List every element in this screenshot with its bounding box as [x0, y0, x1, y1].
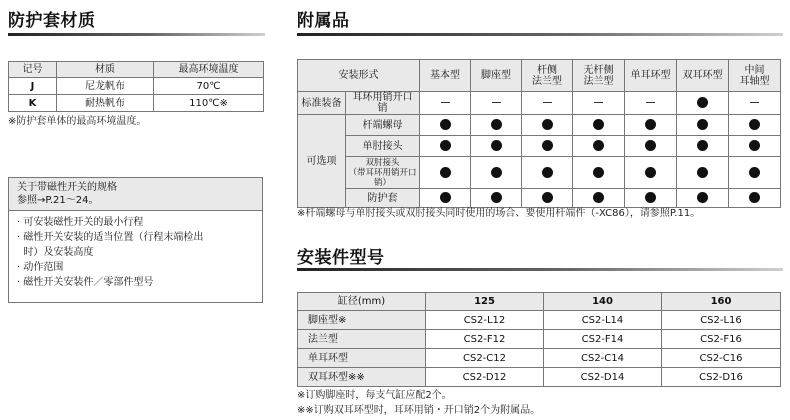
accessory-mark-cell — [522, 136, 573, 157]
accessory-mark-cell — [573, 115, 625, 136]
accessory-mark-cell — [677, 92, 729, 115]
included-dot-icon — [749, 119, 760, 130]
model-code: CS2-L12 — [426, 311, 544, 330]
included-dot-icon — [491, 140, 502, 151]
included-dot-icon — [645, 192, 656, 203]
included-dot-icon — [542, 167, 553, 178]
info-box-header — [9, 178, 262, 211]
mount-type-header: 杆侧 法兰型 — [522, 60, 573, 92]
included-dot-icon — [749, 167, 760, 178]
included-dot-icon — [440, 140, 451, 151]
accessory-mark-cell — [522, 189, 573, 208]
material-name: 尼龙帆布 — [57, 78, 154, 95]
accessory-mark-cell — [522, 157, 573, 189]
list-item: 时）及安装高度 — [17, 247, 94, 258]
included-dot-icon — [593, 192, 604, 203]
models-note-2: ※※订购双耳环型时，耳环用销・开口销2个为附属品。 — [297, 405, 541, 416]
material-code: J — [9, 78, 57, 95]
included-dot-icon — [593, 167, 604, 178]
model-code: CS2-C12 — [426, 349, 544, 368]
mount-type-header: 双耳环型 — [677, 60, 729, 92]
accessory-row — [298, 136, 781, 157]
list-item: · 可安装磁性开关的最小行程 — [17, 217, 144, 228]
material-temp: 70℃ — [154, 78, 264, 95]
not-applicable-dash-icon — [543, 102, 552, 103]
accessory-mark-cell — [471, 136, 522, 157]
included-dot-icon — [645, 140, 656, 151]
table-row — [298, 330, 781, 349]
included-dot-icon — [542, 140, 553, 151]
accessory-mark-cell — [729, 115, 781, 136]
material-note: ※防护套单体的最高环境温度。 — [8, 116, 147, 127]
accessory-mark-cell — [573, 92, 625, 115]
accessory-mark-cell — [677, 136, 729, 157]
accessory-mark-cell — [729, 189, 781, 208]
mount-model-label: 双耳环型※※ — [298, 368, 426, 387]
list-item: · 磁性开关安装的适当位置（行程末端检出 — [17, 232, 204, 243]
group-optional-label: 可选项 — [298, 115, 346, 208]
list-item: · 动作范围 — [17, 262, 64, 273]
accessory-mark-cell — [471, 157, 522, 189]
accessory-mark-cell — [420, 92, 471, 115]
included-dot-icon — [542, 192, 553, 203]
included-dot-icon — [749, 192, 760, 203]
accessories-title-rule — [297, 33, 783, 36]
accessory-row — [298, 115, 781, 136]
group-standard-label: 标准装备 — [298, 92, 346, 115]
info-box-title: 关于带磁性开关的规格 — [17, 182, 117, 193]
info-box-list — [9, 211, 262, 294]
accessory-mark-cell — [729, 157, 781, 189]
accessories-corner-header: 安装形式 — [298, 60, 420, 92]
table-row — [298, 349, 781, 368]
magnetic-switch-info-box — [8, 177, 263, 303]
included-dot-icon — [749, 140, 760, 151]
accessory-mark-cell — [573, 157, 625, 189]
table-row — [298, 311, 781, 330]
table-row — [9, 95, 264, 112]
bore-header-label: 缸径(mm) — [298, 293, 426, 311]
bore-header: 125 — [426, 293, 544, 311]
accessory-mark-cell — [522, 115, 573, 136]
accessory-mark-cell — [625, 136, 677, 157]
accessory-mark-cell — [729, 136, 781, 157]
model-code: CS2-D14 — [544, 368, 662, 387]
not-applicable-dash-icon — [441, 102, 450, 103]
included-dot-icon — [542, 119, 553, 130]
accessory-mark-cell — [573, 189, 625, 208]
accessories-table — [297, 59, 781, 208]
not-applicable-dash-icon — [594, 102, 603, 103]
accessory-mark-cell — [677, 157, 729, 189]
included-dot-icon — [593, 119, 604, 130]
material-title-rule — [8, 33, 265, 36]
mount-type-header: 单耳环型 — [625, 60, 677, 92]
accessory-mark-cell — [625, 115, 677, 136]
mount-model-label: 单耳环型 — [298, 349, 426, 368]
models-title-rule — [297, 268, 783, 271]
mount-type-header: 无杆侧 法兰型 — [573, 60, 625, 92]
included-dot-icon — [697, 119, 708, 130]
material-header-material: 材质 — [57, 62, 154, 78]
accessory-mark-cell — [625, 189, 677, 208]
accessory-row — [298, 92, 781, 115]
model-code: CS2-C14 — [544, 349, 662, 368]
mount-type-header: 中间 耳轴型 — [729, 60, 781, 92]
accessory-mark-cell — [625, 157, 677, 189]
accessory-mark-cell — [420, 136, 471, 157]
not-applicable-dash-icon — [646, 102, 655, 103]
included-dot-icon — [697, 167, 708, 178]
accessory-label: 双肘接头 （带耳环用销开口销） — [346, 157, 420, 189]
accessory-mark-cell — [677, 115, 729, 136]
included-dot-icon — [697, 192, 708, 203]
included-dot-icon — [645, 167, 656, 178]
included-dot-icon — [491, 119, 502, 130]
accessory-mark-cell — [625, 92, 677, 115]
mount-type-header: 基本型 — [420, 60, 471, 92]
models-section-title: 安装件型号 — [297, 248, 385, 268]
accessory-mark-cell — [677, 189, 729, 208]
accessory-label: 单肘接头 — [346, 136, 420, 157]
material-header-temp: 最高环境温度 — [154, 62, 264, 78]
accessory-mark-cell — [471, 115, 522, 136]
material-header-code: 记号 — [9, 62, 57, 78]
model-code: CS2-L16 — [662, 311, 781, 330]
accessory-label: 杆端螺母 — [346, 115, 420, 136]
model-code: CS2-F12 — [426, 330, 544, 349]
accessory-mark-cell — [471, 189, 522, 208]
accessory-mark-cell — [522, 92, 573, 115]
info-box-reference-link[interactable]: 参照→P.21～24。 — [17, 195, 99, 206]
model-code: CS2-D16 — [662, 368, 781, 387]
included-dot-icon — [491, 167, 502, 178]
model-code: CS2-C16 — [662, 349, 781, 368]
material-table — [8, 61, 264, 112]
accessory-mark-cell — [420, 157, 471, 189]
mount-model-label: 脚座型※ — [298, 311, 426, 330]
model-code: CS2-L14 — [544, 311, 662, 330]
accessories-section-title: 附属品 — [297, 11, 350, 31]
included-dot-icon — [593, 140, 604, 151]
included-dot-icon — [440, 119, 451, 130]
material-code: K — [9, 95, 57, 112]
accessory-mark-cell — [471, 92, 522, 115]
accessory-mark-cell — [420, 189, 471, 208]
model-code: CS2-F16 — [662, 330, 781, 349]
material-temp: 110℃※ — [154, 95, 264, 112]
models-note-1: ※订购脚座时，每支气缸应配2个。 — [297, 390, 452, 401]
included-dot-icon — [440, 192, 451, 203]
included-dot-icon — [697, 97, 708, 108]
list-item: · 磁性开关安装件／零部件型号 — [17, 277, 154, 288]
mount-model-label: 法兰型 — [298, 330, 426, 349]
table-row — [298, 368, 781, 387]
material-section-title: 防护套材质 — [8, 11, 96, 31]
material-name: 耐热帆布 — [57, 95, 154, 112]
bore-header: 140 — [544, 293, 662, 311]
included-dot-icon — [440, 167, 451, 178]
included-dot-icon — [491, 192, 502, 203]
accessory-mark-cell — [573, 136, 625, 157]
table-row — [9, 78, 264, 95]
accessory-row — [298, 189, 781, 208]
accessory-row — [298, 157, 781, 189]
models-table — [297, 292, 781, 387]
accessory-mark-cell — [729, 92, 781, 115]
mount-type-header: 脚座型 — [471, 60, 522, 92]
bore-header: 160 — [662, 293, 781, 311]
model-code: CS2-D12 — [426, 368, 544, 387]
accessories-note: ※杆端螺母与单肘接头或双肘接头同时使用的场合、要使用杆端件（-XC86），请参照P.11。 — [297, 208, 701, 219]
included-dot-icon — [645, 119, 656, 130]
not-applicable-dash-icon — [750, 102, 759, 103]
accessory-mark-cell — [420, 115, 471, 136]
not-applicable-dash-icon — [492, 102, 501, 103]
accessory-label: 防护套 — [346, 189, 420, 208]
model-code: CS2-F14 — [544, 330, 662, 349]
accessory-label: 耳环用销开口销 — [346, 92, 420, 115]
included-dot-icon — [697, 140, 708, 151]
